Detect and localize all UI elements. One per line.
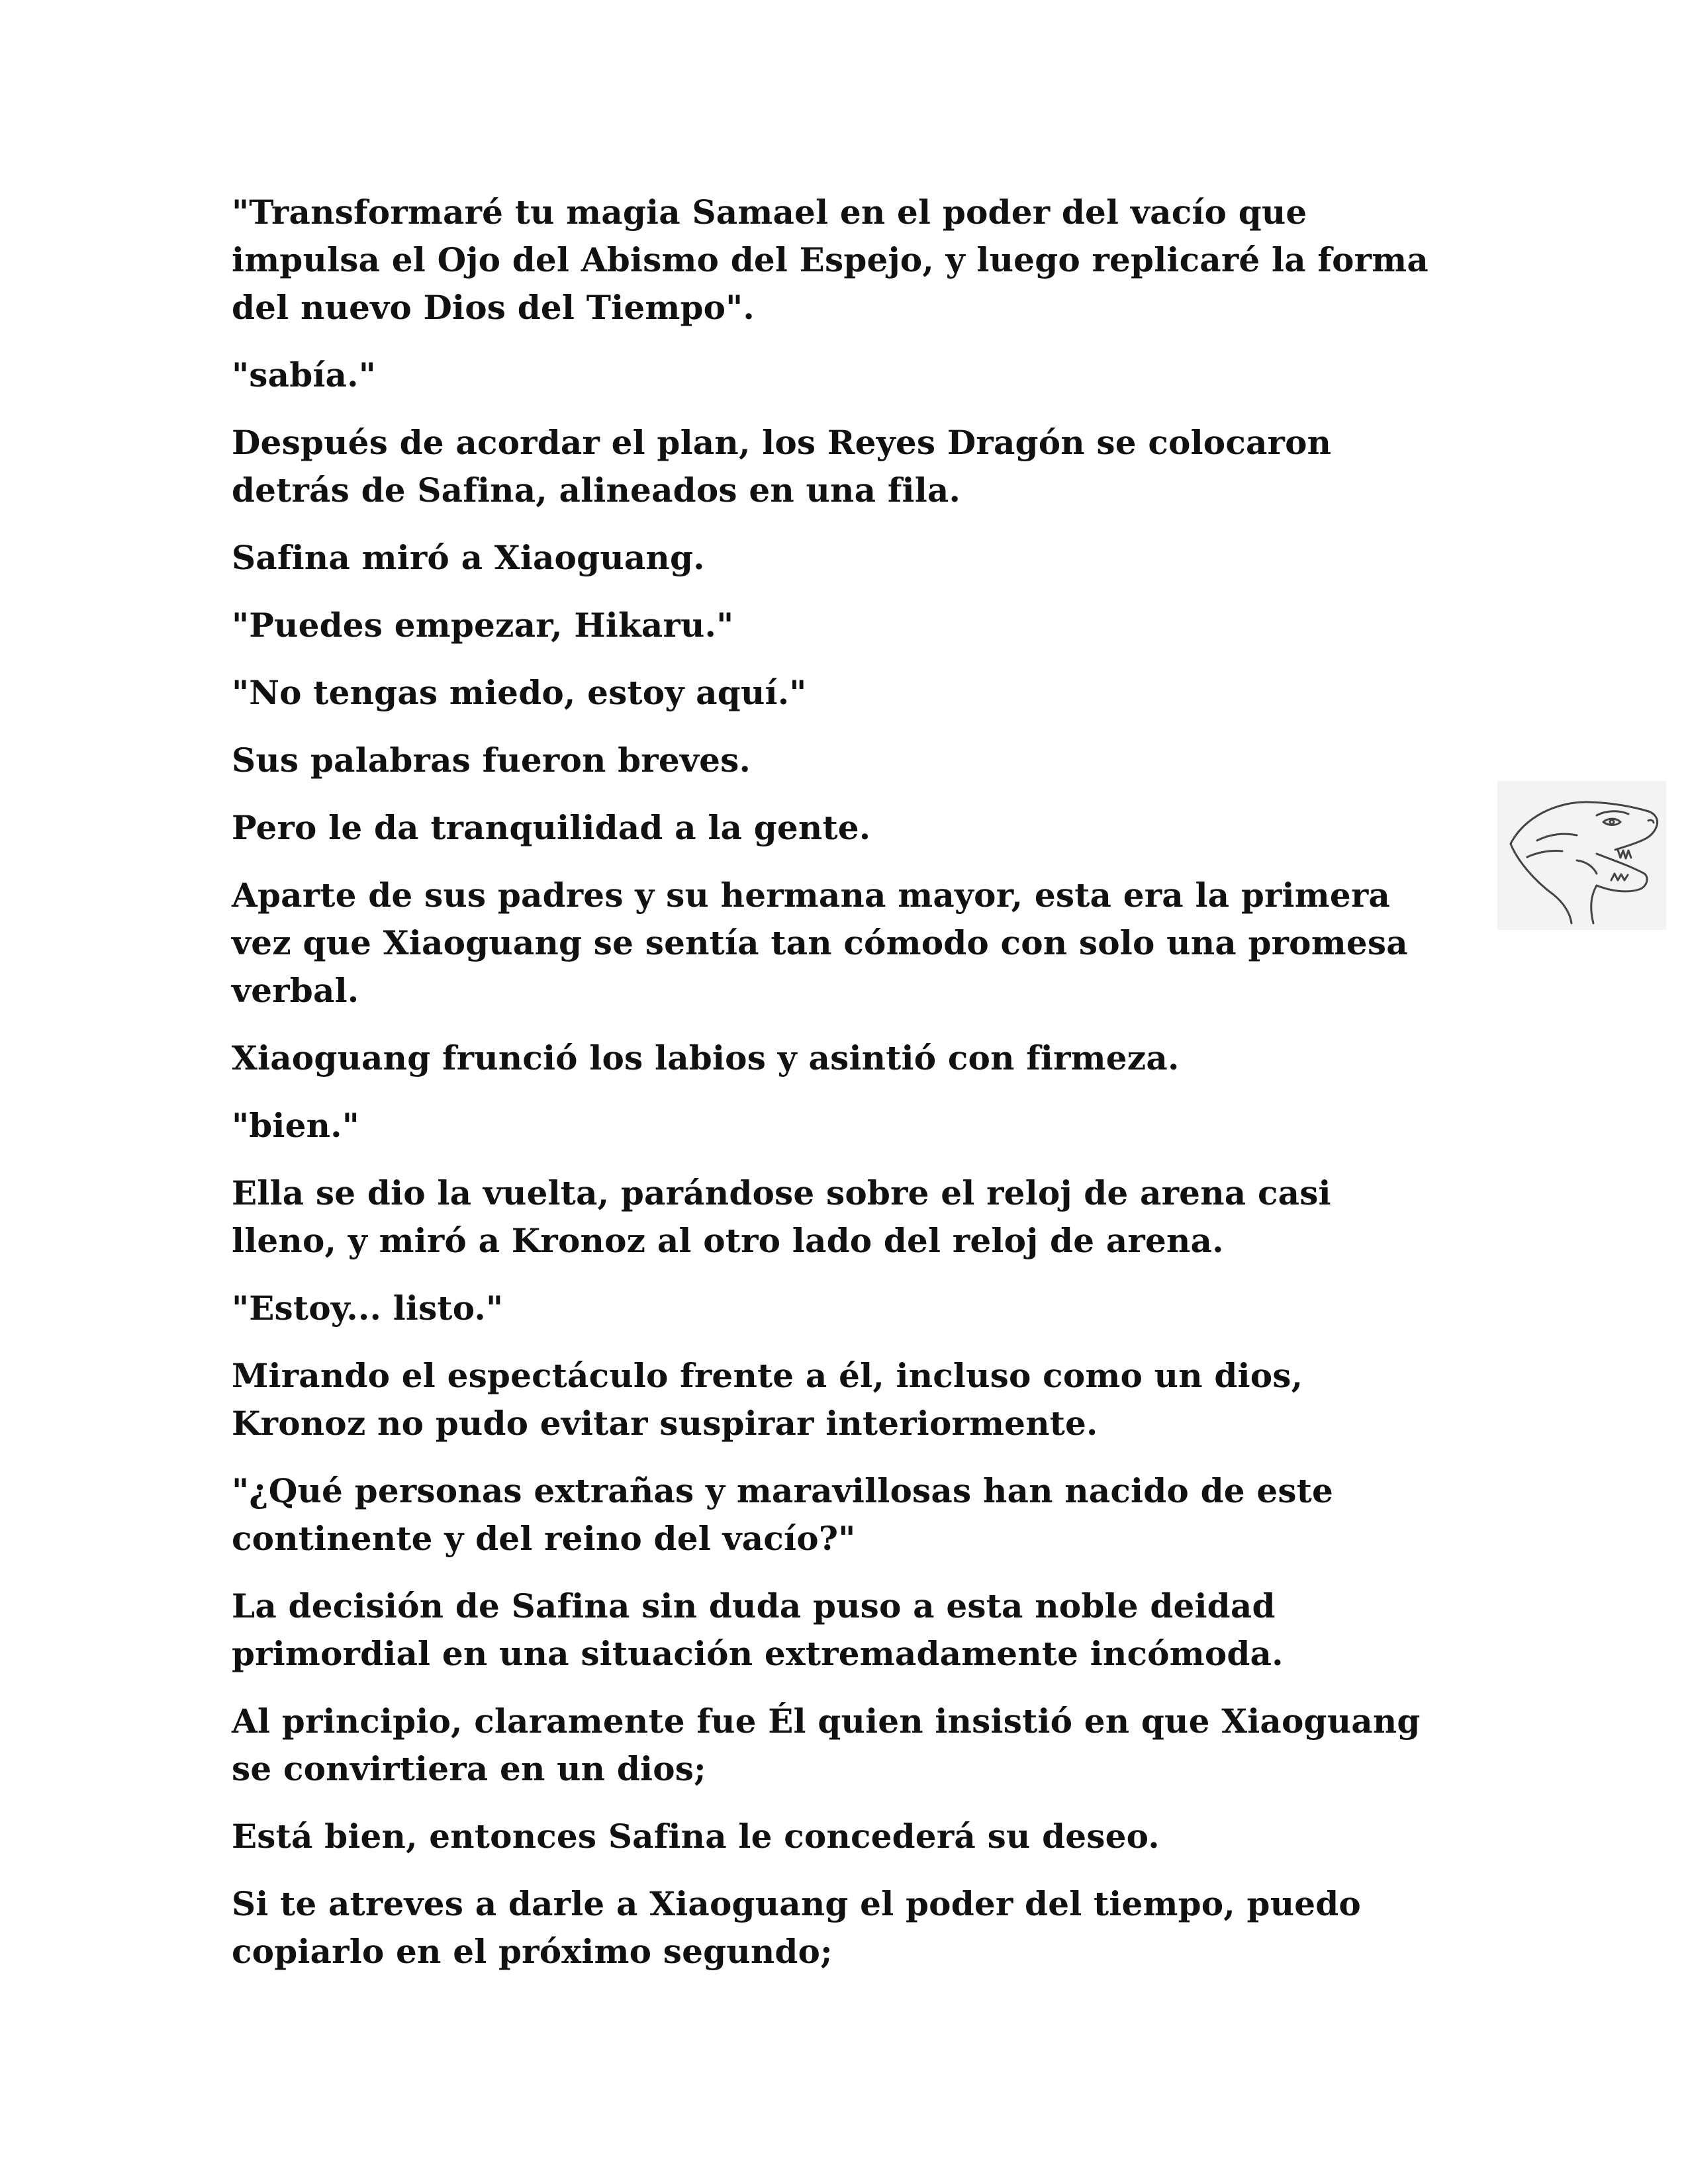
paragraph: "No tengas miedo, estoy aquí."	[232, 673, 807, 712]
paragraph: "sabía."	[232, 355, 377, 394]
paragraph: "bien."	[232, 1106, 360, 1145]
paragraph: "Puedes empezar, Hikaru."	[232, 606, 734, 645]
paragraph: Xiaoguang frunció los labios y asintió con firmeza.	[232, 1038, 1180, 1077]
paragraph: Después de acordar el plan, los Reyes Dragón se colocaron detrás de Safina, alineados en una fila.	[232, 423, 1332, 510]
paragraph: Pero le da tranquilidad a la gente.	[232, 808, 871, 847]
paragraph: Sus palabras fueron breves.	[232, 741, 751, 780]
paragraph: Safina miró a Xiaoguang.	[232, 538, 705, 577]
paragraph: "Transformaré tu magia Samael en el poder del vacío que impulsa el Ojo del Abismo del Espejo, y luego replicaré la forma del nuevo Dios del Tiempo".	[232, 193, 1429, 327]
paragraph: Si te atreves a darle a Xiaoguang el poder del tiempo, puedo copiarlo en el próximo segundo;	[232, 1884, 1361, 1971]
body-text	[232, 189, 1443, 1995]
paragraph: Al principio, claramente fue Él quien insistió en que Xiaoguang se convirtiera en un dios;	[232, 1702, 1421, 1788]
paragraph: "Estoy... listo."	[232, 1289, 504, 1328]
paragraph: Mirando el espectáculo frente a él, incluso como un dios, Kronoz no pudo evitar suspirar interiormente.	[232, 1356, 1303, 1443]
paragraph: Ella se dio la vuelta, parándose sobre el reloj de arena casi lleno, y miró a Kronoz al otro lado del reloj de arena.	[232, 1173, 1331, 1260]
paragraph: Aparte de sus padres y su hermana mayor, esta era la primera vez que Xiaoguang se sentía tan cómodo con solo una promesa verbal.	[232, 876, 1408, 1010]
paragraph: Está bien, entonces Safina le concederá su deseo.	[232, 1817, 1160, 1856]
paragraph: "¿Qué personas extrañas y maravillosas han nacido de este continente y del reino del vacío?"	[232, 1471, 1334, 1558]
dinosaur-head-sketch-icon	[1497, 781, 1666, 930]
paragraph: La decisión de Safina sin duda puso a esta noble deidad primordial en una situación extremadamente incómoda.	[232, 1586, 1284, 1673]
